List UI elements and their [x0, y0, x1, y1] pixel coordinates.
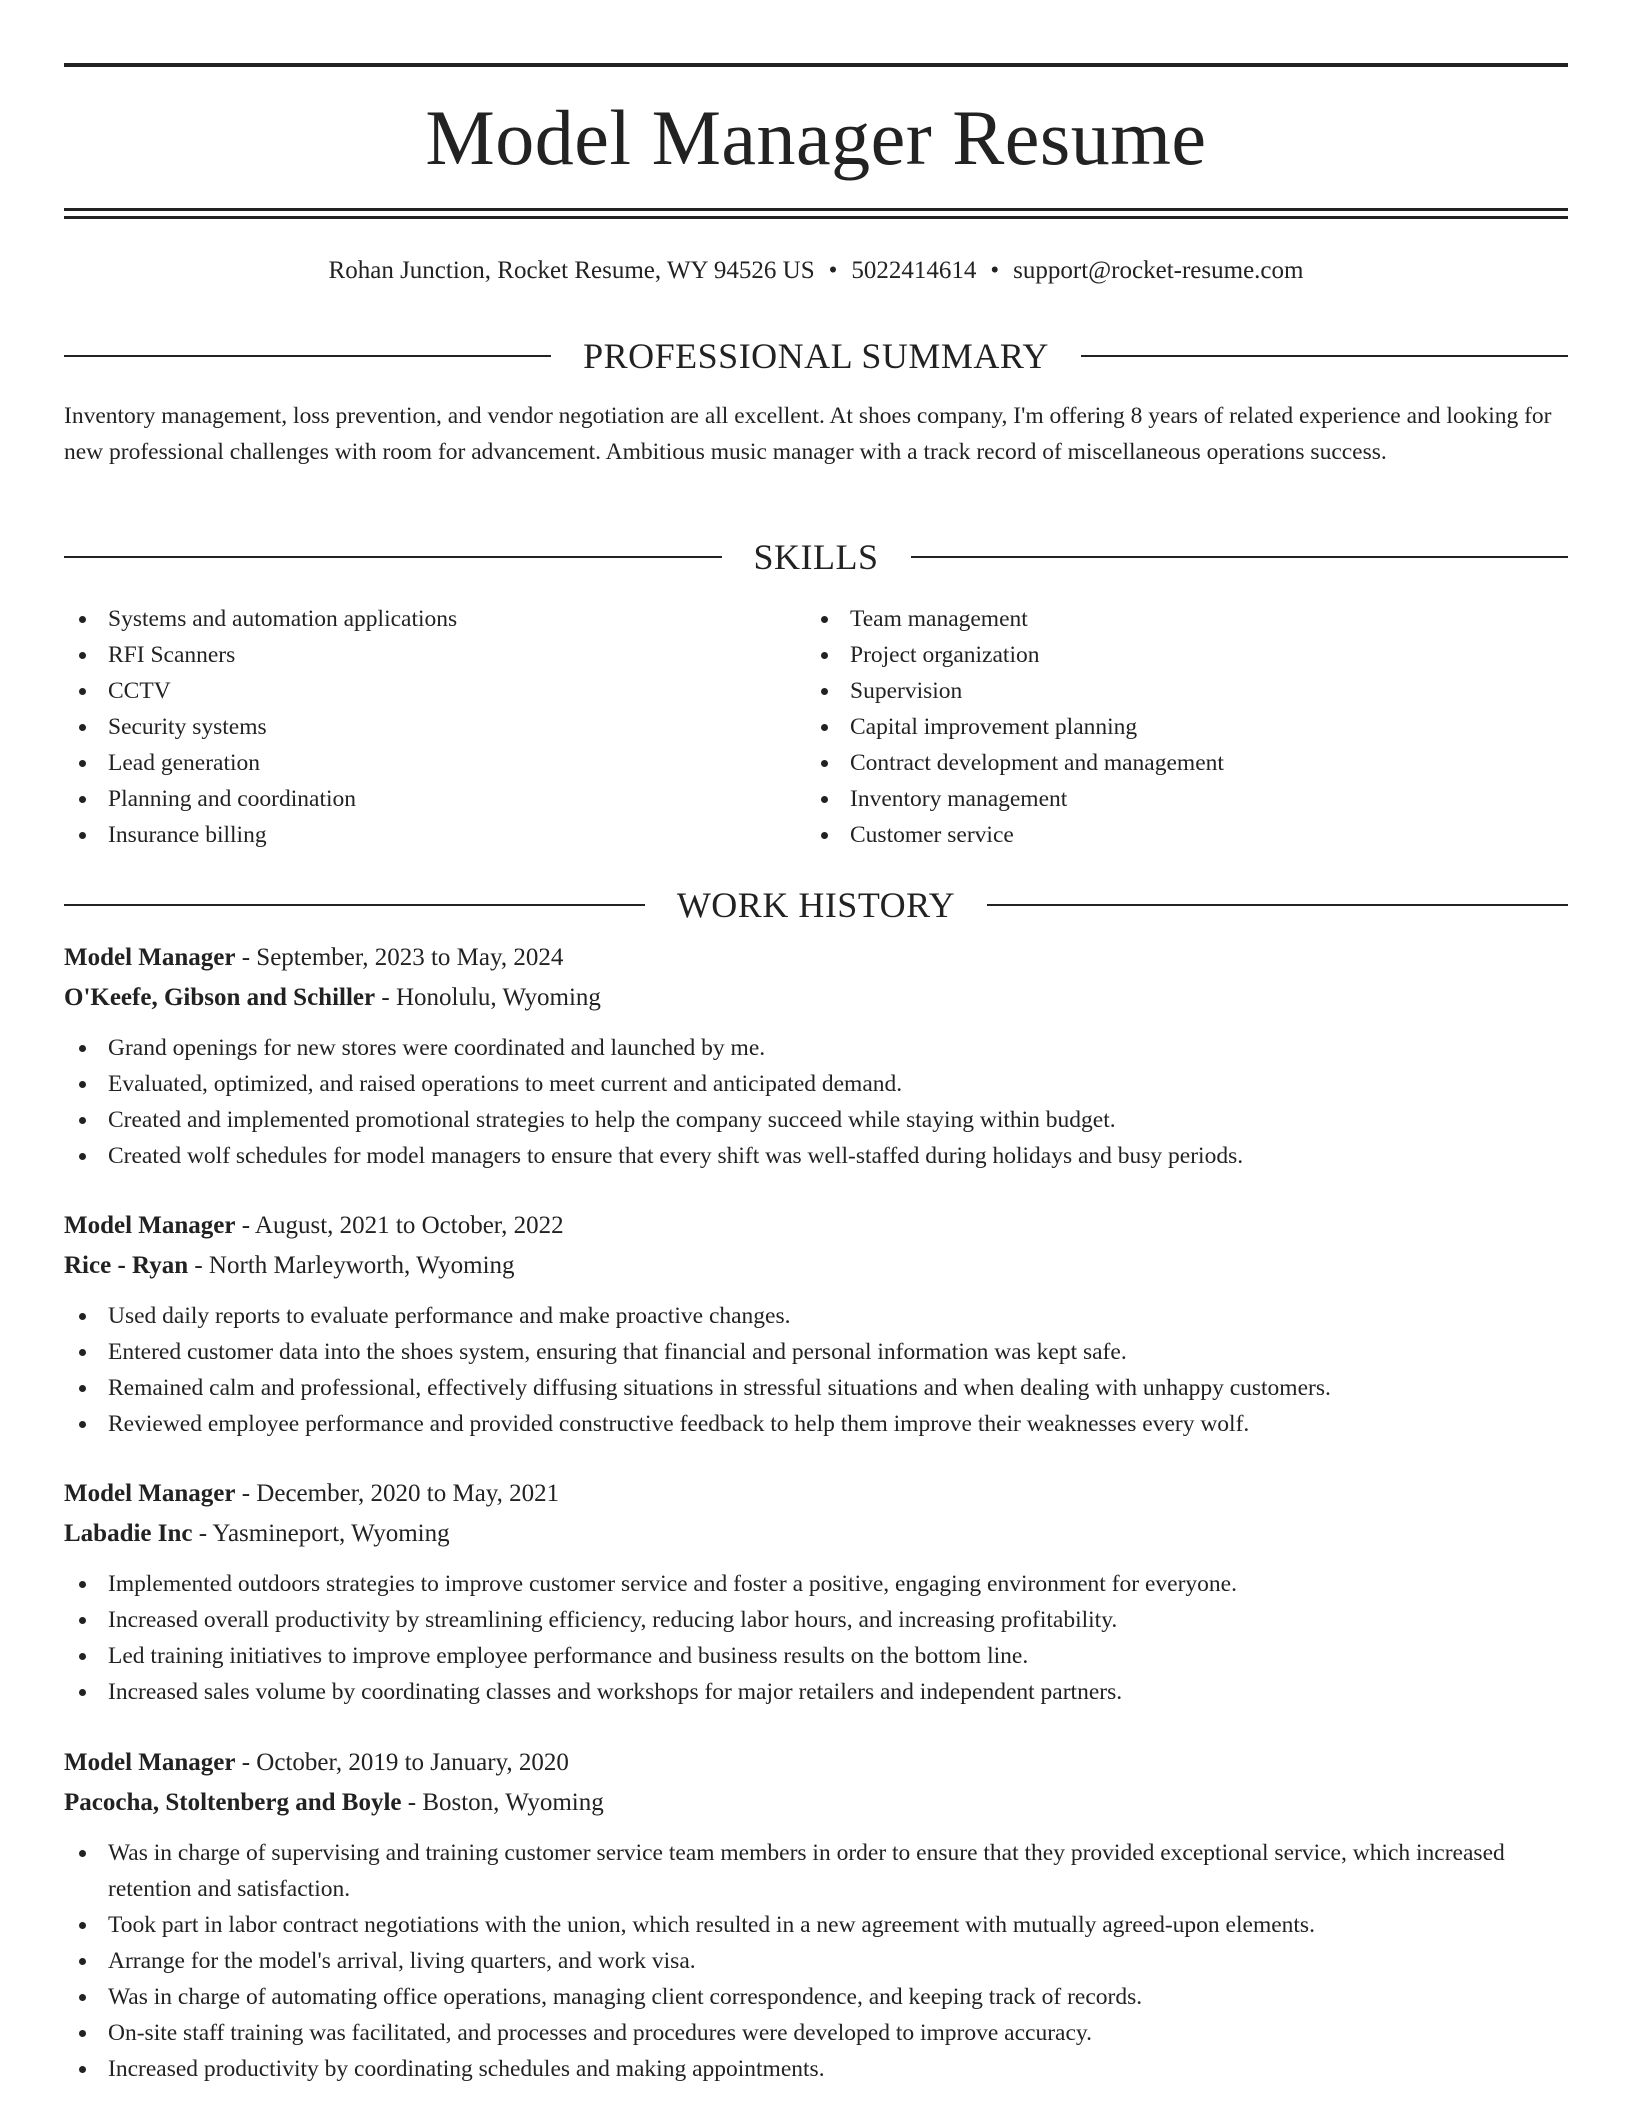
job-company-line — [64, 1783, 1568, 1823]
contact-line — [64, 253, 1568, 289]
job-company-line — [64, 1246, 1568, 1286]
job-entry — [64, 1206, 1568, 1442]
job-bullet: Grand openings for new stores were coordinated and launched by me. — [64, 1030, 1568, 1066]
heading-rule-left — [64, 556, 722, 558]
job-bullets — [64, 1566, 1568, 1710]
skills-heading — [64, 537, 1568, 577]
job-location: - Yasmineport, Wyoming — [192, 1520, 450, 1547]
job-bullet: Used daily reports to evaluate performance and make proactive changes. — [64, 1298, 1568, 1334]
job-bullet: Arrange for the model's arrival, living quarters, and work visa. — [64, 1943, 1568, 1979]
title-rule-lower — [64, 216, 1568, 219]
contact-phone: 5022414614 — [851, 257, 977, 284]
job-bullet: Increased overall productivity by streamlining efficiency, reducing labor hours, and increasing profitability. — [64, 1602, 1568, 1638]
contact-email: support@rocket-resume.com — [1013, 257, 1304, 284]
skill-item: Security systems — [64, 709, 804, 745]
summary-text: Inventory management, loss prevention, and vendor negotiation are all excellent. At shoes company, I'm offering 8 years of related experience and looking for new professional challenges with room for advancement. Ambitious music manager with a track record of miscellaneous operations success. — [64, 403, 1552, 465]
heading-rule-left — [64, 904, 645, 906]
job-company: Rice - Ryan — [64, 1252, 189, 1279]
job-title: Model Manager — [64, 944, 236, 971]
page-title: Model Manager Resume — [425, 94, 1207, 181]
job-bullet: Created and implemented promotional strategies to help the company succeed while staying within budget. — [64, 1102, 1568, 1138]
job-company: O'Keefe, Gibson and Schiller — [64, 984, 376, 1011]
job-bullet: Entered customer data into the shoes system, ensuring that financial and personal information was kept safe. — [64, 1334, 1568, 1370]
job-entry — [64, 938, 1568, 1174]
summary-heading — [64, 336, 1568, 376]
job-title-line — [64, 1743, 1568, 1783]
job-company-line — [64, 1514, 1568, 1554]
job-company-line — [64, 978, 1568, 1018]
skill-item: Contract development and management — [806, 745, 1546, 781]
skill-item: Inventory management — [806, 781, 1546, 817]
skill-item: Team management — [806, 601, 1546, 637]
job-entry — [64, 1474, 1568, 1710]
job-entry — [64, 1743, 1568, 2087]
skill-item: Project organization — [806, 637, 1546, 673]
skills-heading-label: SKILLS — [753, 537, 879, 577]
summary-heading-label: PROFESSIONAL SUMMARY — [583, 336, 1049, 376]
job-title: Model Manager — [64, 1749, 236, 1776]
job-bullet: Remained calm and professional, effectively diffusing situations in stressful situations and when dealing with unhappy customers. — [64, 1370, 1568, 1406]
top-rule — [64, 63, 1568, 67]
job-dates: - October, 2019 to January, 2020 — [235, 1749, 569, 1776]
skills-list-right — [806, 601, 1546, 853]
job-location: - North Marleyworth, Wyoming — [188, 1252, 515, 1279]
job-bullet: Implemented outdoors strategies to improve customer service and foster a positive, engaging environment for everyone. — [64, 1566, 1568, 1602]
job-title-line — [64, 1474, 1568, 1514]
work-heading — [64, 885, 1568, 925]
job-title: Model Manager — [64, 1212, 236, 1239]
job-dates: - September, 2023 to May, 2024 — [235, 944, 564, 971]
job-bullets — [64, 1298, 1568, 1442]
work-heading-label: WORK HISTORY — [676, 885, 956, 925]
contact-address: Rohan Junction, Rocket Resume, WY 94526 US — [328, 257, 815, 284]
job-location: - Honolulu, Wyoming — [375, 984, 601, 1011]
contact-separator: • — [990, 257, 1000, 284]
job-bullet: Increased sales volume by coordinating classes and workshops for major retailers and independent partners. — [64, 1674, 1568, 1710]
job-bullets — [64, 1030, 1568, 1174]
job-bullet: On-site staff training was facilitated, and processes and procedures were developed to improve accuracy. — [64, 2015, 1568, 2051]
job-bullet: Created wolf schedules for model managers to ensure that every shift was well-staffed during holidays and busy periods. — [64, 1138, 1568, 1174]
job-bullets — [64, 1835, 1568, 2087]
heading-rule-left — [64, 355, 551, 357]
skill-item: Lead generation — [64, 745, 804, 781]
skill-item: Insurance billing — [64, 817, 804, 853]
skill-item: Capital improvement planning — [806, 709, 1546, 745]
job-company: Labadie Inc — [64, 1520, 193, 1547]
skill-item: Customer service — [806, 817, 1546, 853]
job-bullet: Took part in labor contract negotiations with the union, which resulted in a new agreement with mutually agreed-upon elements. — [64, 1907, 1568, 1943]
job-dates: - August, 2021 to October, 2022 — [235, 1212, 564, 1239]
contact-separator: • — [828, 257, 838, 284]
job-bullet: Led training initiatives to improve employee performance and business results on the bottom line. — [64, 1638, 1568, 1674]
job-bullet: Reviewed employee performance and provided constructive feedback to help them improve their weaknesses every wolf. — [64, 1406, 1568, 1442]
title-rule-upper — [64, 208, 1568, 211]
job-bullet: Increased productivity by coordinating schedules and making appointments. — [64, 2051, 1568, 2087]
skill-item: Supervision — [806, 673, 1546, 709]
skill-item: CCTV — [64, 673, 804, 709]
heading-rule-right — [987, 904, 1568, 906]
job-bullet: Evaluated, optimized, and raised operations to meet current and anticipated demand. — [64, 1066, 1568, 1102]
job-title-line — [64, 1206, 1568, 1246]
job-title: Model Manager — [64, 1480, 236, 1507]
job-company: Pacocha, Stoltenberg and Boyle — [64, 1789, 402, 1816]
skill-item: RFI Scanners — [64, 637, 804, 673]
heading-rule-right — [911, 556, 1569, 558]
skills-list-left — [64, 601, 804, 853]
skill-item: Systems and automation applications — [64, 601, 804, 637]
job-title-line — [64, 938, 1568, 978]
skill-item: Planning and coordination — [64, 781, 804, 817]
job-location: - Boston, Wyoming — [401, 1789, 604, 1816]
heading-rule-right — [1081, 355, 1568, 357]
job-bullet: Was in charge of automating office operations, managing client correspondence, and keeping track of records. — [64, 1979, 1568, 2015]
job-dates: - December, 2020 to May, 2021 — [235, 1480, 560, 1507]
job-bullet: Was in charge of supervising and training customer service team members in order to ensure that they provided exceptional service, which increased retention and satisfaction. — [64, 1835, 1568, 1907]
